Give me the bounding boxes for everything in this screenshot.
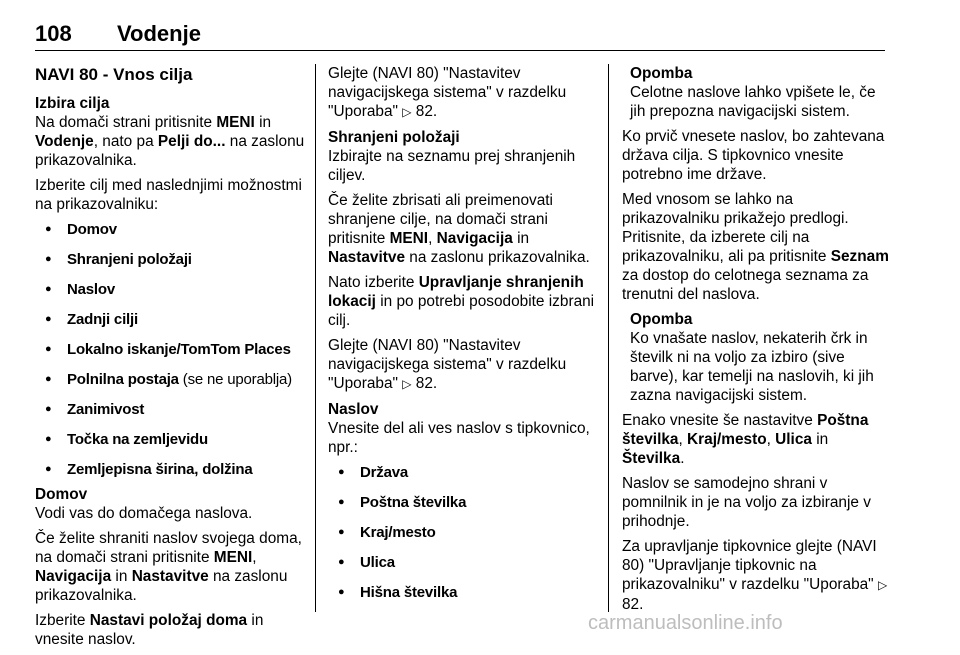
list-item: ● Zanimivost: [35, 400, 307, 419]
izbira-heading: Izbira cilja: [35, 95, 110, 112]
naslov-heading: Naslov: [328, 401, 379, 418]
naslov-p1: Vnesite del ali ves naslov s tipkovnico, npr.:: [328, 420, 590, 456]
domov-p1: Vodi vas do domačega naslova.: [35, 505, 253, 522]
col3-p3: Enako vnesite še nastavitve Poštna številka, Kraj/mesto, Ulica in Številka.: [622, 412, 869, 467]
page-ref-arrow-icon: ▷: [877, 578, 888, 592]
note-text: Celotne naslove lahko vpišete le, če jih prepozna navigacijski sistem.: [630, 84, 876, 120]
shranjeni-p4: Glejte (NAVI 80) "Nastavitev navigacijskega sistema" v razdelku "Uporaba" ▷ 82.: [328, 337, 567, 392]
list-item: ● Domov: [35, 220, 307, 239]
shranjeni-p2: Če želite zbrisati ali preimenovati shranjene cilje, na domači strani pritisnite MENI, Navigacija in Nastavitve na zaslonu prikazovalnika.: [328, 192, 590, 266]
page-ref-arrow-icon: ▷: [402, 105, 412, 119]
list-item: ● Lokalno iskanje/TomTom Places: [35, 340, 307, 359]
column-1: [35, 64, 307, 655]
watermark: carmanualsonline.info: [588, 612, 783, 634]
list-item: ● Kraj/mesto: [328, 523, 596, 542]
shranjeni-p1: Izbirajte na seznamu prej shranjenih ciljev.: [328, 148, 576, 184]
col3-p1: Ko prvič vnesete naslov, bo zahtevana država cilja. S tipkovnico vnesite potrebno ime države.: [622, 128, 885, 183]
list-item: ● Naslov: [35, 280, 307, 299]
col3-p5: Za upravljanje tipkovnice glejte (NAVI 80) "Upravljanje tipkovnic na prikazovalniku" v razdelku "Uporaba" ▷ 82.: [622, 538, 888, 613]
section-title: Vodenje: [117, 21, 201, 46]
note-text: Ko vnašate naslov, nekaterih črk in številk ni na voljo za izbiro (sive barve), kar temelji na naslovih, ki jih zazna navigacijski sistem.: [630, 330, 874, 404]
address-fields-list: [328, 463, 596, 602]
note-box: [622, 310, 892, 405]
page-header: [35, 22, 201, 46]
izbira-p2: Izberite cilj med naslednjimi možnostmi na prikazovalniku:: [35, 177, 302, 213]
list-item: ● Zadnji cilji: [35, 310, 307, 329]
list-item: ● Točka na zemljevidu: [35, 430, 307, 449]
col3-p2: Med vnosom se lahko na prikazovalniku prikažejo predlogi. Pritisnite, da izberete cilj na prikazovalniku, ali pa pritisnite Seznam za dostop do celotnega seznama za trenutni del naslova.: [622, 191, 889, 303]
list-item: ● Shranjeni položaji: [35, 250, 307, 269]
note-heading: Opomba: [630, 65, 693, 82]
shranjeni-heading: Shranjeni položaji: [328, 129, 460, 146]
column-3: [622, 64, 892, 620]
column-divider-1: [315, 64, 316, 612]
note-box: [622, 64, 892, 121]
shranjeni-p3: Nato izberite Upravljanje shranjenih lokacij in po potrebi posodobite izbrani cilj.: [328, 274, 595, 329]
list-item: ● Država: [328, 463, 596, 482]
header-rule: [35, 50, 885, 51]
domov-p3: Izberite Nastavi položaj doma in vnesite naslov.: [35, 612, 264, 648]
col2-p0: Glejte (NAVI 80) "Nastavitev navigacijskega sistema" v razdelku "Uporaba" ▷ 82.: [328, 65, 567, 120]
col3-p4: Naslov se samodejno shrani v pomnilnik in je na voljo za izbiranje v prihodnje.: [622, 475, 871, 530]
list-item: ● Polnilna postaja (se ne uporablja): [35, 370, 307, 389]
note-heading: Opomba: [630, 311, 693, 328]
column-divider-2: [608, 64, 609, 612]
list-item: ● Ulica: [328, 553, 596, 572]
list-item: ● Zemljepisna širina, dolžina: [35, 460, 307, 479]
list-item: ● Poštna številka: [328, 493, 596, 512]
page-ref-arrow-icon: ▷: [402, 377, 412, 391]
domov-heading: Domov: [35, 486, 88, 503]
column-2: [328, 64, 596, 613]
list-item: ● Hišna številka: [328, 583, 596, 602]
page-number: 108: [35, 21, 72, 46]
domov-p2: Če želite shraniti naslov svojega doma, na domači strani pritisnite MENI, Navigacija in Nastavitve na zaslonu prikazovalnika.: [35, 530, 302, 604]
izbira-p1: Na domači strani pritisnite MENI in Vodenje, nato pa Pelji do... na zaslonu prikazovalnika.: [35, 114, 305, 169]
chapter-title: NAVI 80 - Vnos cilja: [35, 65, 193, 84]
destination-options-list: [35, 220, 307, 479]
